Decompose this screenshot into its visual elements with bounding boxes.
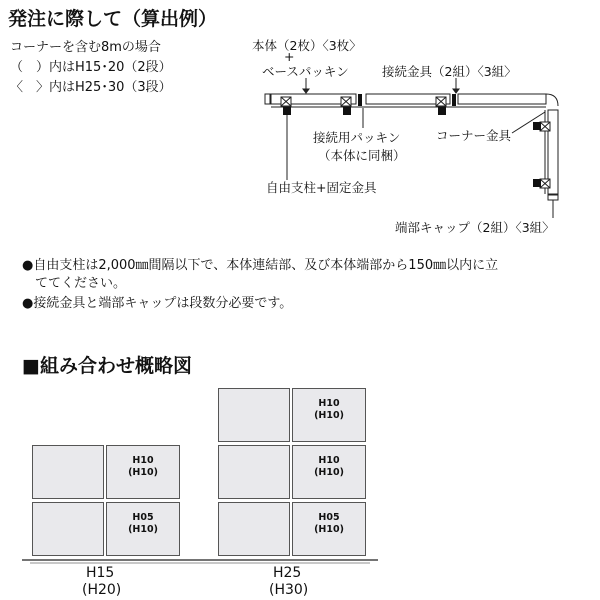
- panel-height-label: H05: [318, 512, 340, 523]
- h25-panel-row1-left: [218, 388, 290, 442]
- h15-panel-top-left: [32, 445, 104, 499]
- order-heading: 発注に際して（算出例）: [8, 8, 218, 30]
- h25-panel-row2-left: [218, 445, 290, 499]
- h15-sub-label: (H20): [82, 582, 122, 598]
- connector-mark: [452, 94, 456, 106]
- base-plate: [533, 122, 541, 130]
- h15-label: H15: [86, 565, 115, 581]
- example-line-3: 〈 〉内はH25･30（3段）: [10, 80, 172, 95]
- note-line-2: ててください。: [22, 276, 127, 291]
- panel-height-label: H10: [318, 455, 340, 466]
- base-plate: [533, 179, 541, 187]
- note-line-1: ●自由支柱は2,000㎜間隔以下で、本体連結部、及び本体端部から150㎜以内に立: [22, 258, 499, 273]
- callout-body-panel: 本体（2枚）〈3枚〉: [252, 38, 362, 53]
- note-line-3: ●接続金具と端部キャップは段数分必要です。: [22, 296, 293, 311]
- callout-free-post: 自由支柱+固定金具: [266, 180, 377, 195]
- body-panel-3: [458, 94, 546, 104]
- callout-connector: 接続金具（2組）〈3組〉: [382, 64, 517, 79]
- h25-label: H25: [273, 565, 302, 581]
- panel-height-sub-label: (H10): [314, 524, 344, 535]
- base-plate: [283, 107, 291, 115]
- callout-base-packing: ベースパッキン: [262, 64, 349, 79]
- h25-sub-label: (H30): [269, 582, 309, 598]
- h25-panel-row3-right: [292, 502, 366, 556]
- panel-height-sub-label: (H10): [128, 524, 158, 535]
- h15-panel-top-right: [106, 445, 180, 499]
- base-plate: [343, 107, 351, 115]
- h25-panel-row1-right: [292, 388, 366, 442]
- panel-height-sub-label: (H10): [128, 467, 158, 478]
- callout-connecting-packing-1: 接続用パッキン: [313, 130, 401, 145]
- panel-height-label: H10: [132, 455, 154, 466]
- example-line-2: （ ）内はH15･20（2段）: [10, 60, 172, 75]
- h15-panel-bottom-left: [32, 502, 104, 556]
- example-line-1: コーナーを含む8mの場合: [10, 40, 161, 55]
- end-cap-bottom: [548, 195, 558, 200]
- assembly-heading: ■組み合わせ概略図: [22, 355, 192, 377]
- callout-end-cap: 端部キャップ（2組）〈3組〉: [395, 220, 555, 235]
- h25-panel-row3-left: [218, 502, 290, 556]
- callout-connecting-packing-2: （本体に同梱）: [318, 148, 406, 163]
- callout-corner-bracket: コーナー金具: [436, 128, 512, 143]
- base-plate: [438, 107, 446, 115]
- h15-panel-bottom-right: [106, 502, 180, 556]
- panel-height-sub-label: (H10): [314, 410, 344, 421]
- panel-height-label: H05: [132, 512, 154, 523]
- end-cap-left: [265, 94, 270, 104]
- connector-mark: [358, 94, 362, 106]
- corner-curve: [546, 94, 558, 106]
- plan-view-diagram: [0, 0, 600, 260]
- panel-height-label: H10: [318, 398, 340, 409]
- h25-panel-row2-right: [292, 445, 366, 499]
- panel-height-sub-label: (H10): [314, 467, 344, 478]
- callout-plus: +: [284, 49, 295, 64]
